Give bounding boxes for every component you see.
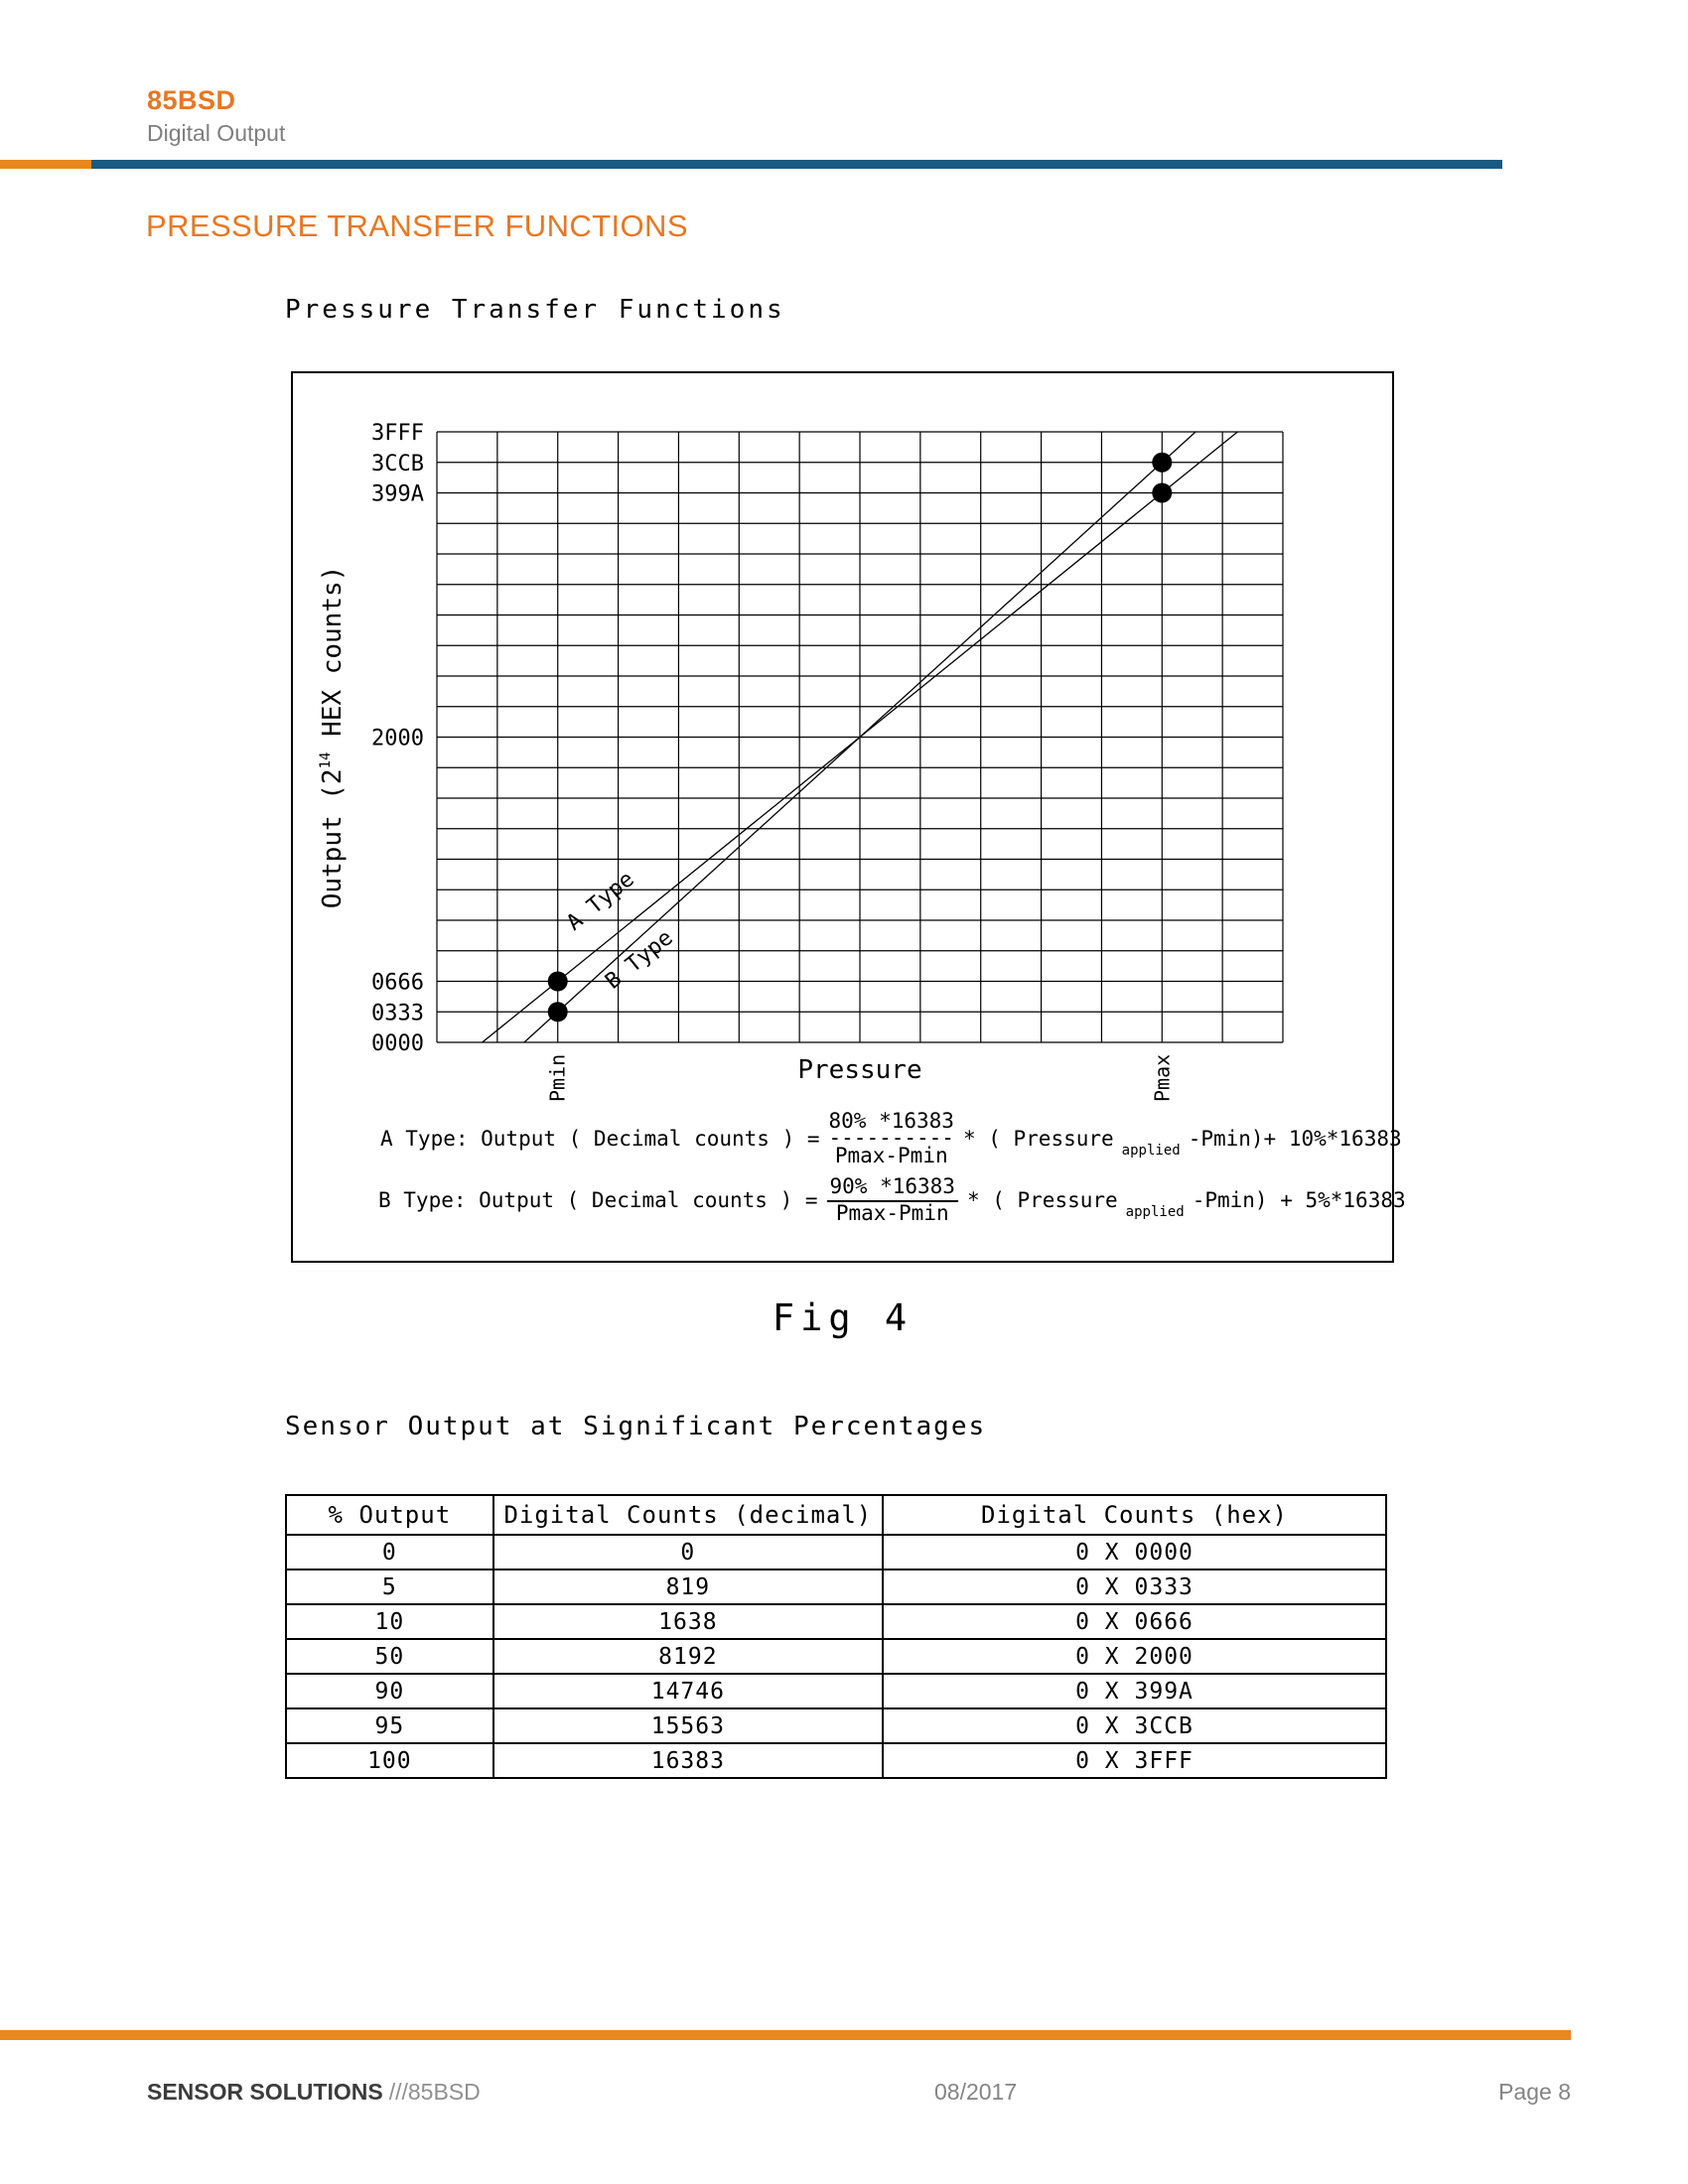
table-cell: 14746 [493,1674,883,1708]
formula-a-numerator: 80% *16383 [828,1109,954,1133]
formula-a-type [380,1110,1402,1167]
formula-b-subscript: applied [1125,1204,1185,1221]
header-rule-orange [0,160,91,169]
header-rule-blue [91,160,1502,169]
table-cell: 5 [286,1570,493,1604]
table-row [286,1674,1386,1708]
x-tick-label: Pmin [545,1053,570,1102]
table-cell: 0 X 399A [883,1674,1386,1708]
y-tick-label: 2000 [371,726,424,751]
y-tick-label: 3CCB [371,451,424,477]
table-row [286,1604,1386,1639]
output-table [285,1494,1387,1779]
formula-b-label: B Type: Output ( Decimal counts ) = [378,1188,818,1213]
table-header-row [286,1495,1386,1535]
product-subtitle: Digital Output [147,120,286,146]
table-cell: 90 [286,1674,493,1708]
footer-rule [0,2030,1571,2040]
table-header-cell: Digital Counts (decimal) [493,1495,883,1535]
footer-date: 08/2017 [934,2079,1018,2105]
y-axis-label: Output ($2^{14}$ HEX counts) [318,565,348,909]
formula-b-right-side: * ( Pressure $_{applied}$ -Pmin) + 5%*16383 [966,1188,1406,1221]
product-title: 85BSD [147,85,236,115]
table-cell: 0 X 3FFF [883,1743,1386,1778]
formula-a-subscript: applied [1121,1142,1181,1159]
footer-brand-bold: SENSOR SOLUTIONS [147,2079,383,2105]
table-cell: 0 X 0333 [883,1570,1386,1604]
table-cell: 0 X 0666 [883,1604,1386,1639]
table-cell: 0 [286,1535,493,1570]
table-title: Sensor Output at Significant Percentages [285,1412,987,1441]
table-cell: 0 X 3CCB [883,1708,1386,1743]
formula-a-denominator: Pmax-Pmin [834,1143,948,1167]
figure-caption: Fig 4 [772,1297,914,1339]
y-tick-label: 0666 [371,970,424,996]
table-row [286,1708,1386,1743]
formula-b-denominator: Pmax-Pmin [835,1201,949,1226]
table-header-cell: Digital Counts (hex) [883,1495,1386,1535]
table-row [286,1639,1386,1674]
data-point-marker [548,1002,568,1022]
table-row [286,1535,1386,1570]
table-cell: 15563 [493,1708,883,1743]
table-cell: 0 [493,1535,883,1570]
data-point-marker [548,972,568,992]
footer-page-number: Page 8 [1498,2079,1571,2105]
table-cell: 16383 [493,1743,883,1778]
x-axis-label: Pressure [797,1055,922,1085]
table-cell: 10 [286,1604,493,1639]
x-tick-label: Pmax [1150,1053,1175,1102]
formula-b-fraction [827,1175,958,1225]
figure-frame [291,371,1406,1263]
table-row [286,1743,1386,1778]
footer-brand-product: ///85BSD [388,2079,481,2105]
table-cell: 100 [286,1743,493,1778]
formula-a-right-side: * ( Pressure $_{applied}$ -Pmin)+ 10%*16383 [962,1126,1402,1159]
formula-a-fraction [829,1110,954,1167]
data-point-marker [1152,483,1172,503]
y-tick-label: 0333 [371,1001,424,1026]
series-label: B Type [601,925,678,995]
y-tick-label: 0000 [371,1031,424,1056]
table-cell: 0 X 0000 [883,1535,1386,1570]
section-title: PRESSURE TRANSFER FUNCTIONS [146,208,688,243]
table-cell: 819 [493,1570,883,1604]
formula-b-type [378,1175,1406,1225]
footer-brand [147,2079,481,2106]
table-cell: 0 X 2000 [883,1639,1386,1674]
data-point-marker [1152,453,1172,473]
table-row [286,1570,1386,1604]
table-cell: 50 [286,1639,493,1674]
formula-a-fraction-bar: ---------- [828,1126,954,1151]
table-header-cell: % Output [286,1495,493,1535]
formula-b-numerator: 90% *16383 [827,1175,958,1202]
table-cell: 1638 [493,1604,883,1639]
figure-title: Pressure Transfer Functions [285,295,785,325]
y-tick-label: 3FFF [371,421,424,446]
table-cell: 95 [286,1708,493,1743]
formula-a-label: A Type: Output ( Decimal counts ) = [380,1126,820,1151]
y-tick-label: 399A [371,481,424,507]
series-label: A Type [562,867,639,936]
table-cell: 8192 [493,1639,883,1674]
